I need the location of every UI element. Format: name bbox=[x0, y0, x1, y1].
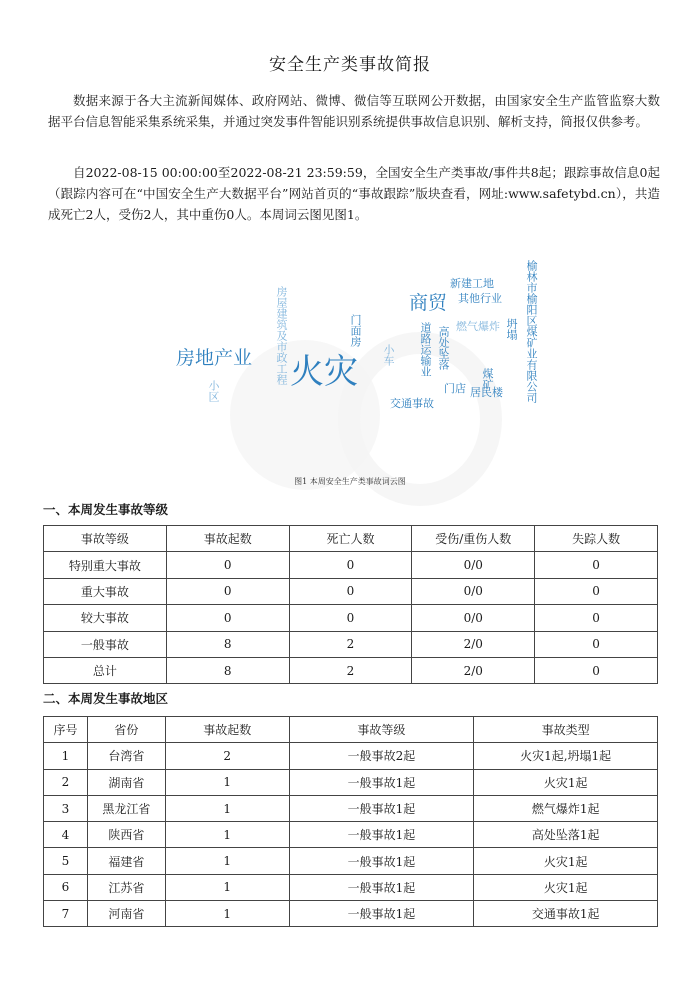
cloud-word: 榆林市榆阳区煤矿业有限公司 bbox=[525, 260, 538, 403]
section-heading-regions: 二、本周发生事故地区 bbox=[43, 691, 169, 706]
table-cell: 1 bbox=[165, 795, 289, 821]
table-cell: 较大事故 bbox=[44, 605, 167, 631]
table-header-row bbox=[44, 717, 658, 743]
table-cell: 火灾1起 bbox=[474, 848, 658, 874]
table-cell: 1 bbox=[165, 901, 289, 927]
cloud-word: 小车 bbox=[382, 344, 395, 366]
column-header: 事故等级 bbox=[289, 717, 474, 743]
table-cell: 湖南省 bbox=[87, 769, 165, 795]
table-cell: 一般事故1起 bbox=[289, 901, 474, 927]
table-cell: 一般事故2起 bbox=[289, 743, 474, 769]
table-cell: 陕西省 bbox=[87, 822, 165, 848]
table-cell: 火灾1起 bbox=[474, 874, 658, 900]
table-cell: 一般事故1起 bbox=[289, 848, 474, 874]
table-row bbox=[44, 769, 658, 795]
column-header: 事故起数 bbox=[166, 526, 289, 552]
table-cell: 0 bbox=[166, 578, 289, 604]
table-header-row bbox=[44, 526, 658, 552]
cloud-word: 煤矿 bbox=[481, 368, 494, 390]
table-cell: 1 bbox=[165, 874, 289, 900]
table-cell: 河南省 bbox=[87, 901, 165, 927]
table-cell: 1 bbox=[44, 743, 88, 769]
table-row bbox=[44, 631, 658, 657]
table-cell: 2 bbox=[289, 657, 412, 683]
table-row bbox=[44, 552, 658, 578]
table-cell: 5 bbox=[44, 848, 88, 874]
cloud-word: 燃气爆炸 bbox=[456, 320, 500, 333]
table-row bbox=[44, 848, 658, 874]
cloud-word: 火灾 bbox=[290, 352, 358, 392]
table-cell: 一般事故1起 bbox=[289, 769, 474, 795]
cloud-word: 交通事故 bbox=[390, 397, 434, 410]
table-cell: 特别重大事故 bbox=[44, 552, 167, 578]
report-title: 安全生产类事故简报 bbox=[269, 55, 431, 75]
table-cell: 0 bbox=[166, 605, 289, 631]
table-cell: 2 bbox=[44, 769, 88, 795]
cloud-word: 高处坠落 bbox=[437, 326, 450, 370]
cloud-word: 居民楼 bbox=[470, 386, 503, 399]
cloud-word: 新建工地 bbox=[450, 277, 494, 290]
cloud-word: 其他行业 bbox=[458, 292, 502, 305]
cloud-word: 门面房 bbox=[349, 314, 362, 347]
column-header: 事故类型 bbox=[474, 717, 658, 743]
table-cell: 总计 bbox=[44, 657, 167, 683]
table-total-row bbox=[44, 657, 658, 683]
table-cell: 燃气爆炸1起 bbox=[474, 795, 658, 821]
intro-paragraph: 数据来源于各大主流新闻媒体、政府网站、微博、微信等互联网公开数据，由国家安全生产监管监察大数据平台信息智能采集系统采集，并通过突发事件智能识别系统提供事故信息识别、解析支持，简报仅供参考。 bbox=[48, 93, 660, 129]
column-header: 省份 bbox=[87, 717, 165, 743]
table-row bbox=[44, 743, 658, 769]
table-cell: 0 bbox=[535, 578, 658, 604]
accident-level-table bbox=[43, 525, 658, 684]
table-cell: 交通事故1起 bbox=[474, 901, 658, 927]
cloud-word: 坍塌 bbox=[505, 318, 518, 340]
table-cell: 0/0 bbox=[412, 605, 535, 631]
column-header: 死亡人数 bbox=[289, 526, 412, 552]
table-cell: 福建省 bbox=[87, 848, 165, 874]
table-cell: 江苏省 bbox=[87, 874, 165, 900]
column-header: 事故等级 bbox=[44, 526, 167, 552]
table-cell: 黑龙江省 bbox=[87, 795, 165, 821]
table-cell: 0 bbox=[535, 552, 658, 578]
table-cell: 0 bbox=[166, 552, 289, 578]
cloud-word: 房屋建筑及市政工程 bbox=[275, 286, 288, 385]
table-row bbox=[44, 795, 658, 821]
table-cell: 火灾1起,坍塌1起 bbox=[474, 743, 658, 769]
accident-region-table bbox=[43, 716, 658, 927]
table-cell: 0 bbox=[535, 605, 658, 631]
cloud-word: 道路运输业 bbox=[419, 322, 432, 377]
table-cell: 1 bbox=[165, 848, 289, 874]
table-cell: 一般事故 bbox=[44, 631, 167, 657]
cloud-word: 房地产业 bbox=[176, 347, 253, 369]
cloud-word: 小区 bbox=[207, 380, 220, 402]
table-cell: 台湾省 bbox=[87, 743, 165, 769]
column-header: 序号 bbox=[44, 717, 88, 743]
table-cell: 1 bbox=[165, 769, 289, 795]
table-cell: 重大事故 bbox=[44, 578, 167, 604]
table-cell: 0/0 bbox=[412, 552, 535, 578]
table-cell: 火灾1起 bbox=[474, 769, 658, 795]
table-cell: 2 bbox=[165, 743, 289, 769]
table-cell: 0/0 bbox=[412, 578, 535, 604]
table-cell: 2/0 bbox=[412, 657, 535, 683]
table-cell: 1 bbox=[165, 822, 289, 848]
column-header: 受伤/重伤人数 bbox=[412, 526, 535, 552]
table-cell: 一般事故1起 bbox=[289, 795, 474, 821]
table-cell: 8 bbox=[166, 657, 289, 683]
table-row bbox=[44, 578, 658, 604]
table-cell: 一般事故1起 bbox=[289, 822, 474, 848]
cloud-word: 商贸 bbox=[409, 292, 448, 314]
table-cell: 6 bbox=[44, 874, 88, 900]
column-header: 事故起数 bbox=[165, 717, 289, 743]
summary-paragraph: 自2022-08-15 00:00:00至2022-08-21 23:59:59，全国安全生产类事故/事件共8起；跟踪事故信息0起（跟踪内容可在“中国安全生产大数据平台”网站首页的“事故跟踪”版块查看，网址:www.safetybd.cn），共造成死亡2人，受伤2人，其中重伤0人。本周词云图见图1。 bbox=[48, 165, 660, 222]
table-cell: 7 bbox=[44, 901, 88, 927]
table-cell: 8 bbox=[166, 631, 289, 657]
table-row bbox=[44, 605, 658, 631]
table-cell: 0 bbox=[289, 578, 412, 604]
word-cloud bbox=[160, 250, 560, 440]
column-header: 失踪人数 bbox=[535, 526, 658, 552]
table-cell: 0 bbox=[535, 631, 658, 657]
cloud-word: 门店 bbox=[444, 382, 466, 395]
section-heading-levels: 一、本周发生事故等级 bbox=[43, 502, 169, 517]
table-row bbox=[44, 874, 658, 900]
table-cell: 0 bbox=[289, 605, 412, 631]
table-cell: 3 bbox=[44, 795, 88, 821]
figure-caption: 图1 本周安全生产类事故词云图 bbox=[294, 477, 406, 486]
table-cell: 0 bbox=[535, 657, 658, 683]
table-cell: 一般事故1起 bbox=[289, 874, 474, 900]
table-row bbox=[44, 822, 658, 848]
table-cell: 2/0 bbox=[412, 631, 535, 657]
table-cell: 4 bbox=[44, 822, 88, 848]
table-cell: 2 bbox=[289, 631, 412, 657]
table-cell: 0 bbox=[289, 552, 412, 578]
table-cell: 高处坠落1起 bbox=[474, 822, 658, 848]
table-row bbox=[44, 901, 658, 927]
